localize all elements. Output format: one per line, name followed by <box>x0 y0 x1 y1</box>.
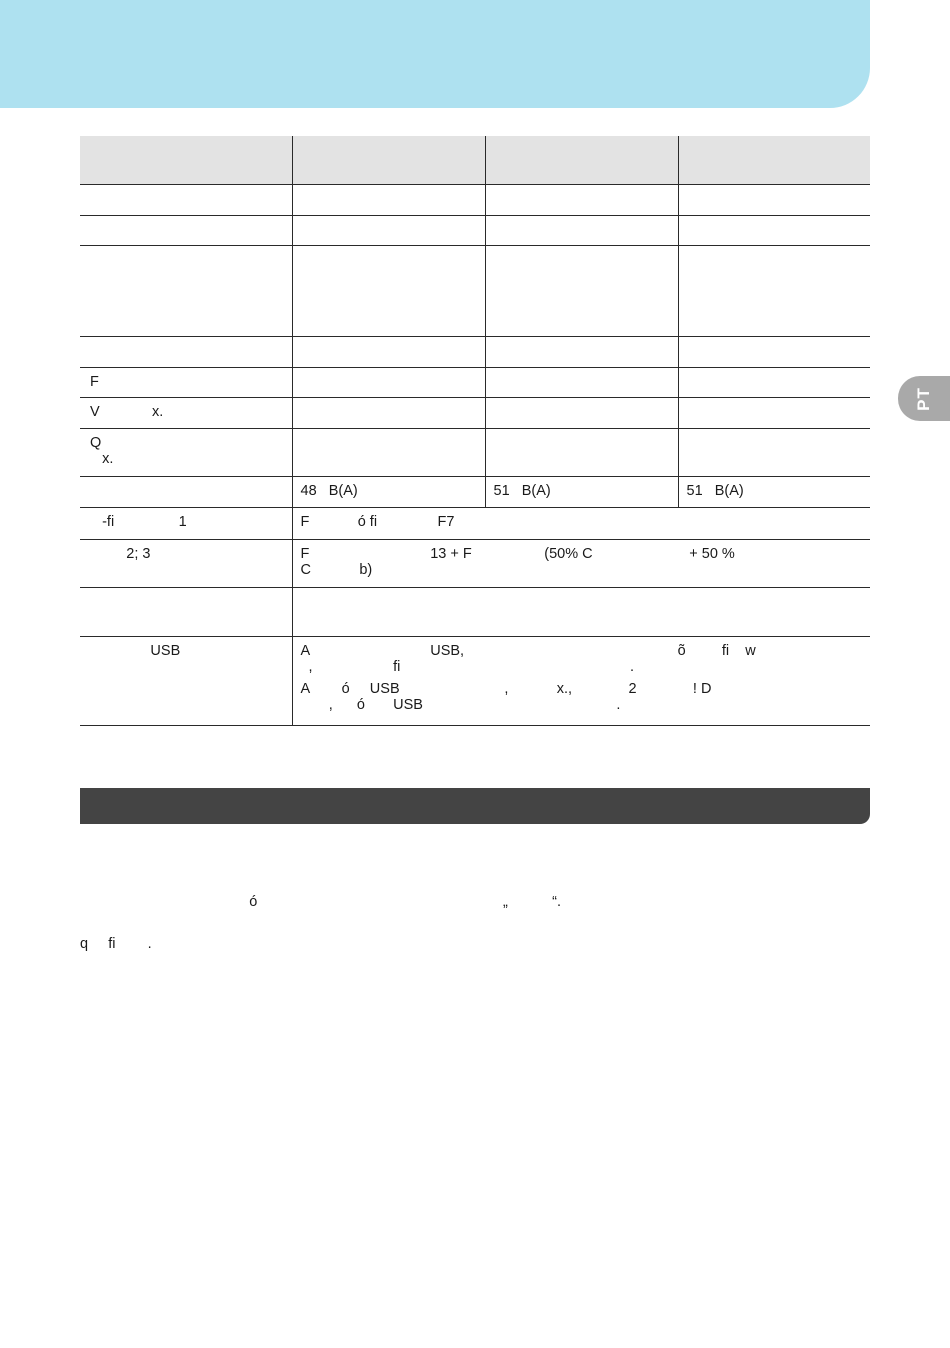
table-cell: 2; 3 <box>80 540 292 588</box>
table-cell <box>80 185 292 216</box>
table-cell <box>485 429 678 477</box>
header-cell <box>485 136 678 185</box>
table-row <box>80 216 870 246</box>
table-row <box>80 185 870 216</box>
table-cell <box>485 246 678 337</box>
table-cell <box>485 368 678 398</box>
header-band <box>0 0 870 108</box>
table-cell-span: A USB, õ fi w , fi . A ó USB , x., 2 ! D , ó USB . <box>292 637 870 726</box>
table-row <box>80 246 870 337</box>
language-tab[interactable] <box>898 376 950 421</box>
table-cell <box>80 246 292 337</box>
table-cell <box>678 337 870 368</box>
table-row <box>80 477 870 508</box>
table-cell <box>292 429 485 477</box>
table-cell <box>678 429 870 477</box>
table-row <box>80 368 870 398</box>
table-cell <box>678 368 870 398</box>
table-row <box>80 637 870 726</box>
table-cell <box>292 368 485 398</box>
specifications-table <box>80 136 870 726</box>
table-cell <box>292 185 485 216</box>
table-cell: F <box>80 368 292 398</box>
table-cell <box>485 337 678 368</box>
table-cell: 51 B(A) <box>678 477 870 508</box>
table-cell <box>678 216 870 246</box>
language-tab-label: PT <box>913 386 933 411</box>
table-row <box>80 508 870 540</box>
paragraph: ó „ “. <box>80 894 562 910</box>
table-cell: 51 B(A) <box>485 477 678 508</box>
table-row <box>80 540 870 588</box>
table-cell: -fi 1 <box>80 508 292 540</box>
header-cell <box>292 136 485 185</box>
table-row <box>80 337 870 368</box>
table-cell: Q x. <box>80 429 292 477</box>
table-cell-span: F ó fi F7 <box>292 508 870 540</box>
table-cell-span: F 13 + F (50% C + 50 % C b) <box>292 540 870 588</box>
table-cell-span <box>292 588 870 637</box>
table-row <box>80 398 870 429</box>
table-cell <box>292 398 485 429</box>
table-cell: V x. <box>80 398 292 429</box>
table-cell: USB <box>80 637 292 726</box>
table-cell <box>292 337 485 368</box>
table-cell <box>678 398 870 429</box>
table-cell <box>80 337 292 368</box>
table-cell <box>80 216 292 246</box>
table-row <box>80 429 870 477</box>
header-cell <box>80 136 292 185</box>
table-cell <box>485 216 678 246</box>
table-row <box>80 588 870 637</box>
header-cell <box>678 136 870 185</box>
table-cell <box>292 246 485 337</box>
table-cell <box>80 588 292 637</box>
paragraph: q fi . <box>80 936 152 952</box>
table-cell: 48 B(A) <box>292 477 485 508</box>
section-heading-bar <box>80 788 870 824</box>
table-cell <box>292 216 485 246</box>
table-cell <box>485 185 678 216</box>
table-cell <box>678 246 870 337</box>
table-cell <box>485 398 678 429</box>
table-cell <box>80 477 292 508</box>
table-cell <box>678 185 870 216</box>
table-header-row <box>80 136 870 185</box>
